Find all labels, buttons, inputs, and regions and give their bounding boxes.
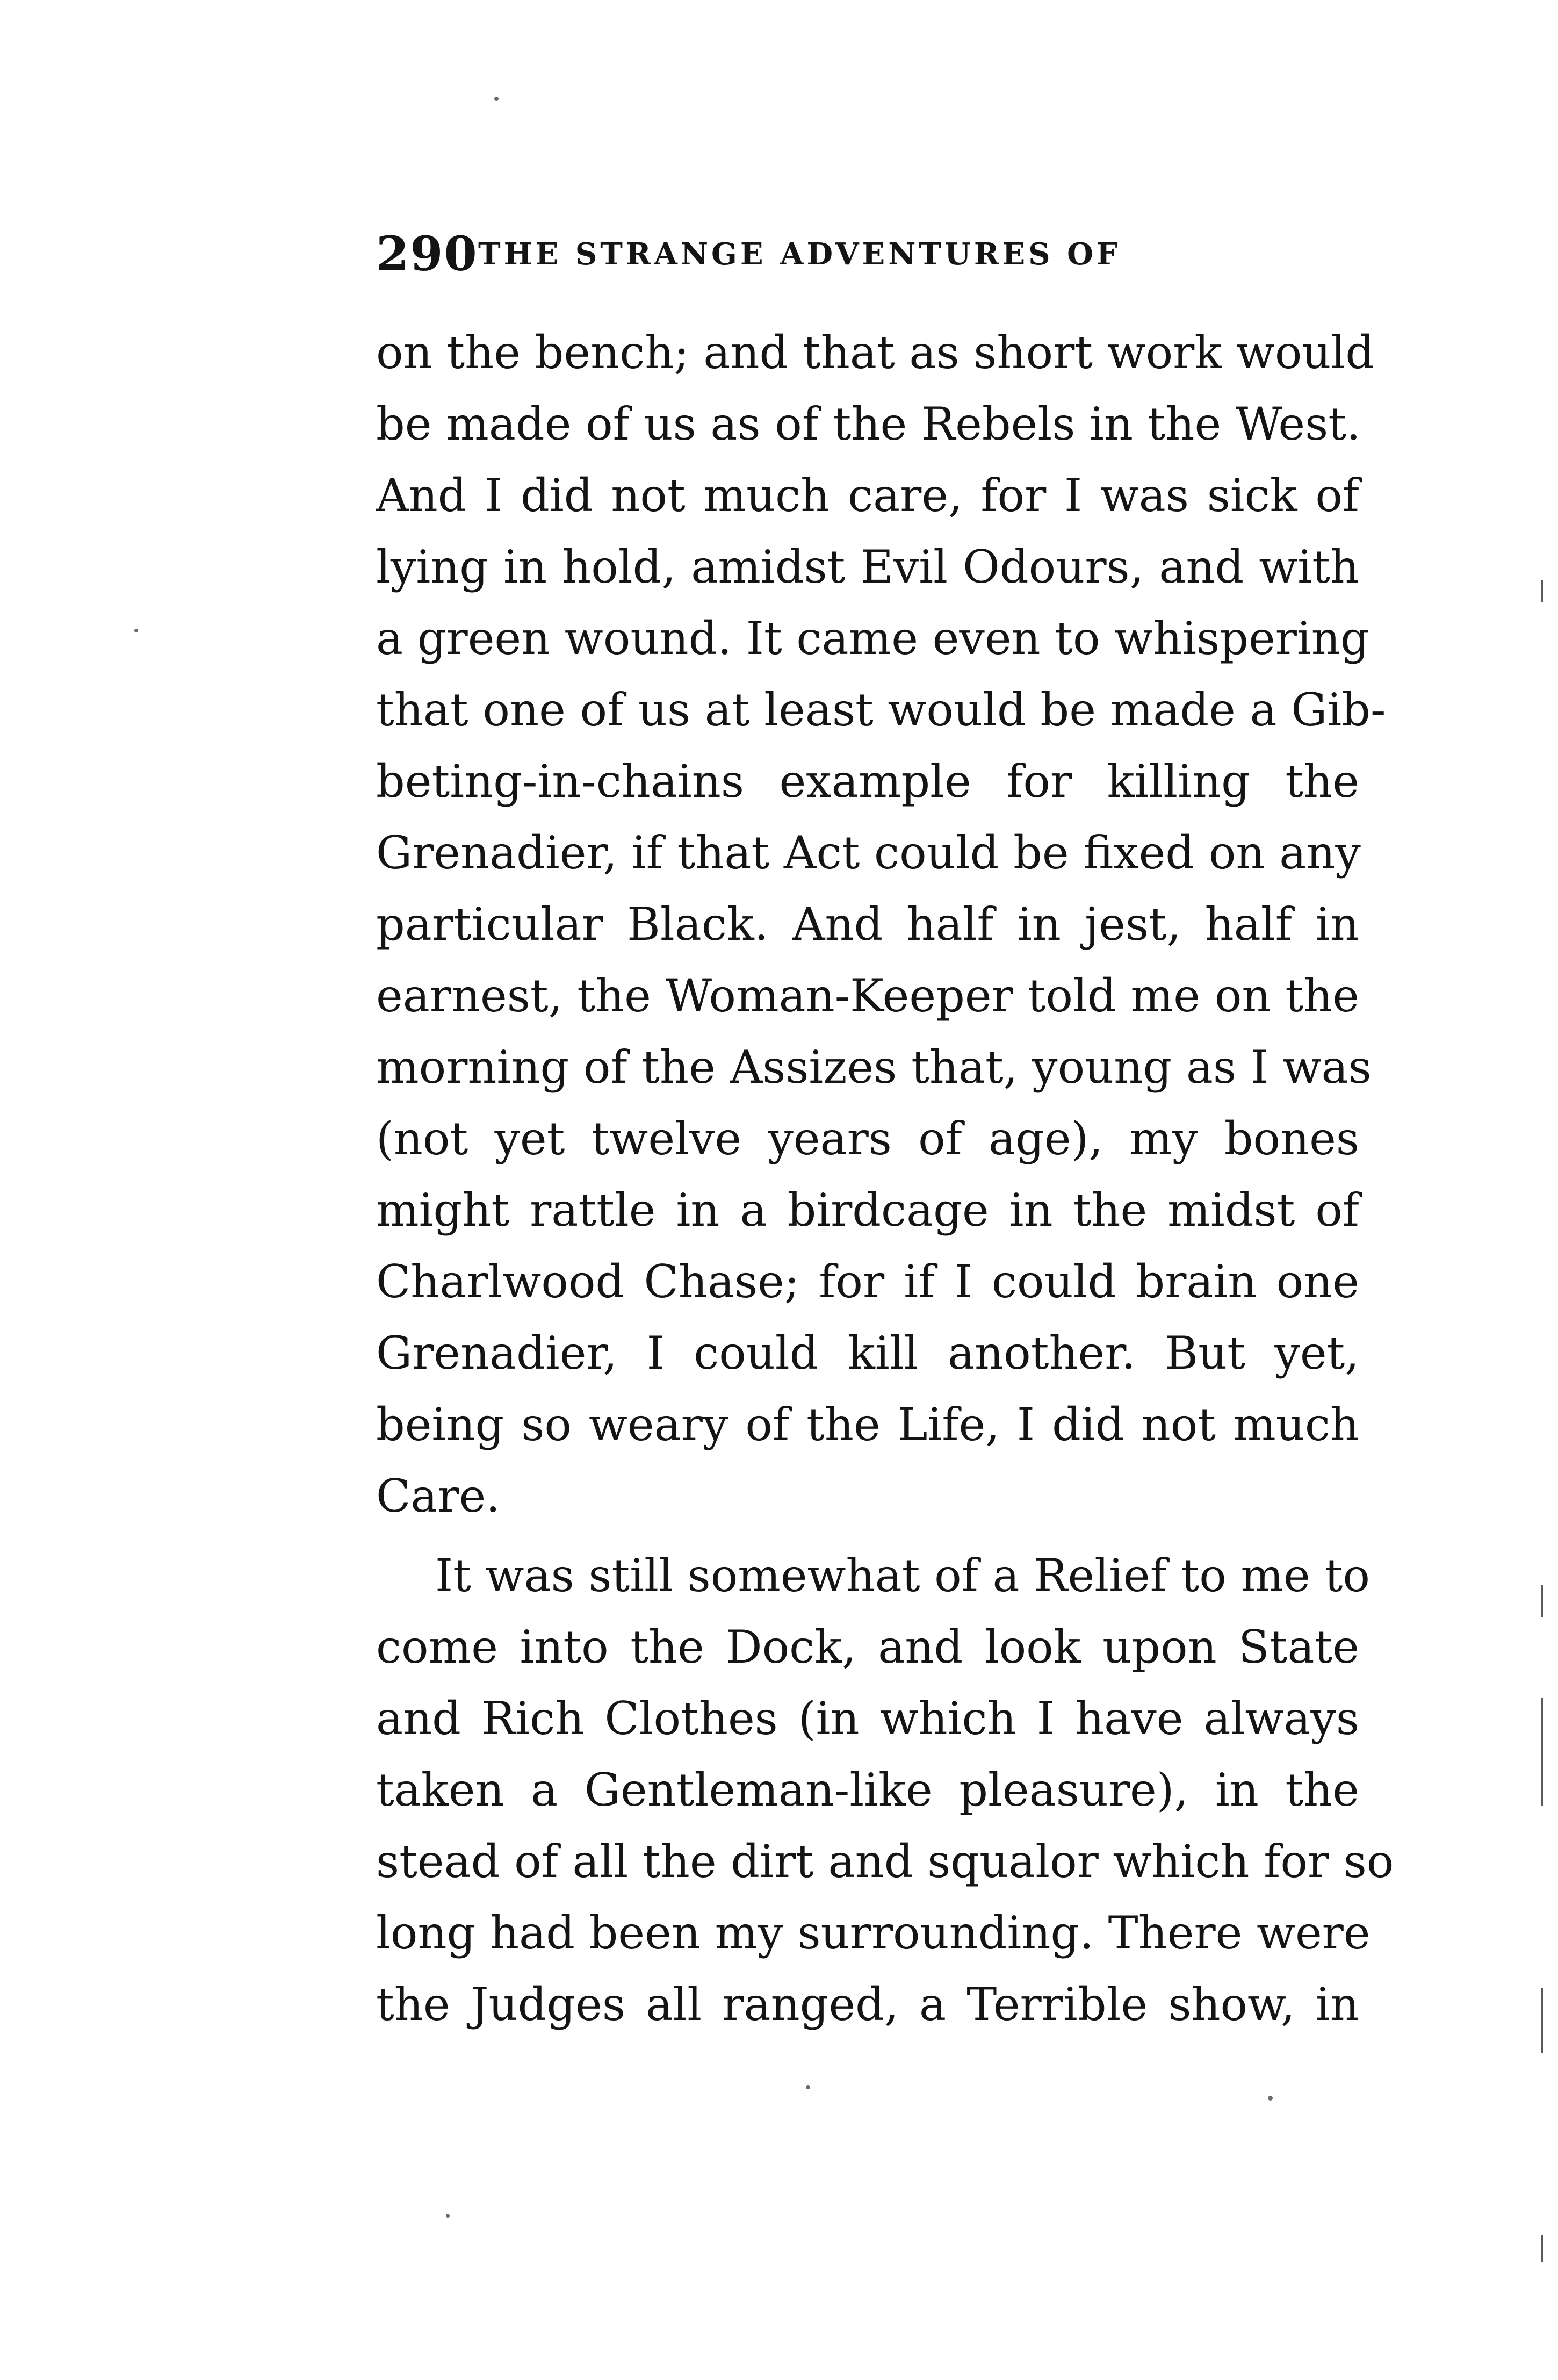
scan-speck bbox=[446, 2214, 450, 2218]
text-line: earnest, the Woman-Keeper told me on the bbox=[376, 969, 1359, 1022]
scan-speck bbox=[806, 2085, 810, 2089]
page-number: 290 bbox=[376, 226, 478, 282]
text-line: Charlwood Chase; for if I could brain one bbox=[376, 1255, 1359, 1308]
text-line: stead of all the dirt and squalor which for so bbox=[376, 1835, 1394, 1888]
text-line: might rattle in a birdcage in the midst of bbox=[376, 1184, 1359, 1236]
text-line: lying in hold, amidst Evil Odours, and with bbox=[376, 541, 1359, 593]
text-line: that one of us at least would be made a Gib- bbox=[376, 684, 1386, 736]
text-line: a green wound. It came even to whispering bbox=[376, 612, 1369, 665]
text-line: the Judges all ranged, a Terrible show, in bbox=[376, 1978, 1359, 2031]
text-line: on the bench; and that as short work would bbox=[376, 326, 1375, 379]
paragraph-gap bbox=[376, 1532, 1359, 1540]
scan-edge-mark bbox=[1541, 580, 1543, 602]
text-line: long had been my surrounding. There were bbox=[376, 1907, 1371, 1959]
scan-edge-mark bbox=[1541, 1585, 1543, 1617]
text-line: (not yet twelve years of age), my bones bbox=[376, 1112, 1359, 1165]
text-line: taken a Gentleman-like pleasure), in the bbox=[376, 1764, 1359, 1816]
text-line: beting-in-chains example for killing the bbox=[376, 755, 1359, 808]
scan-speck bbox=[1268, 2096, 1273, 2101]
scan-edge-mark bbox=[1541, 1988, 1543, 2053]
text-line: morning of the Assizes that, young as I was bbox=[376, 1041, 1372, 1094]
text-line: Grenadier, I could kill another. But yet, bbox=[376, 1327, 1359, 1379]
scan-speck bbox=[134, 629, 138, 632]
running-title: THE STRANGE ADVENTURES OF bbox=[478, 236, 1121, 272]
scan-speck bbox=[494, 97, 499, 101]
text-line: particular Black. And half in jest, half in bbox=[376, 898, 1359, 951]
text-line: Care. bbox=[376, 1470, 500, 1522]
running-head bbox=[376, 226, 1343, 290]
text-line: and Rich Clothes (in which I have always bbox=[376, 1692, 1359, 1745]
text-line: Grenadier, if that Act could be fixed on any bbox=[376, 826, 1361, 879]
body-text bbox=[376, 317, 1394, 2040]
text-line: come into the Dock, and look upon State bbox=[376, 1621, 1359, 1673]
scan-edge-mark bbox=[1541, 2235, 1543, 2262]
text-line: be made of us as of the Rebels in the West. bbox=[376, 398, 1361, 450]
text-line: being so weary of the Life, I did not much bbox=[376, 1398, 1359, 1451]
text-line: It was still somewhat of a Relief to me to bbox=[435, 1549, 1370, 1602]
text-line: And I did not much care, for I was sick of bbox=[376, 469, 1359, 522]
scan-edge-mark bbox=[1541, 1698, 1543, 1806]
